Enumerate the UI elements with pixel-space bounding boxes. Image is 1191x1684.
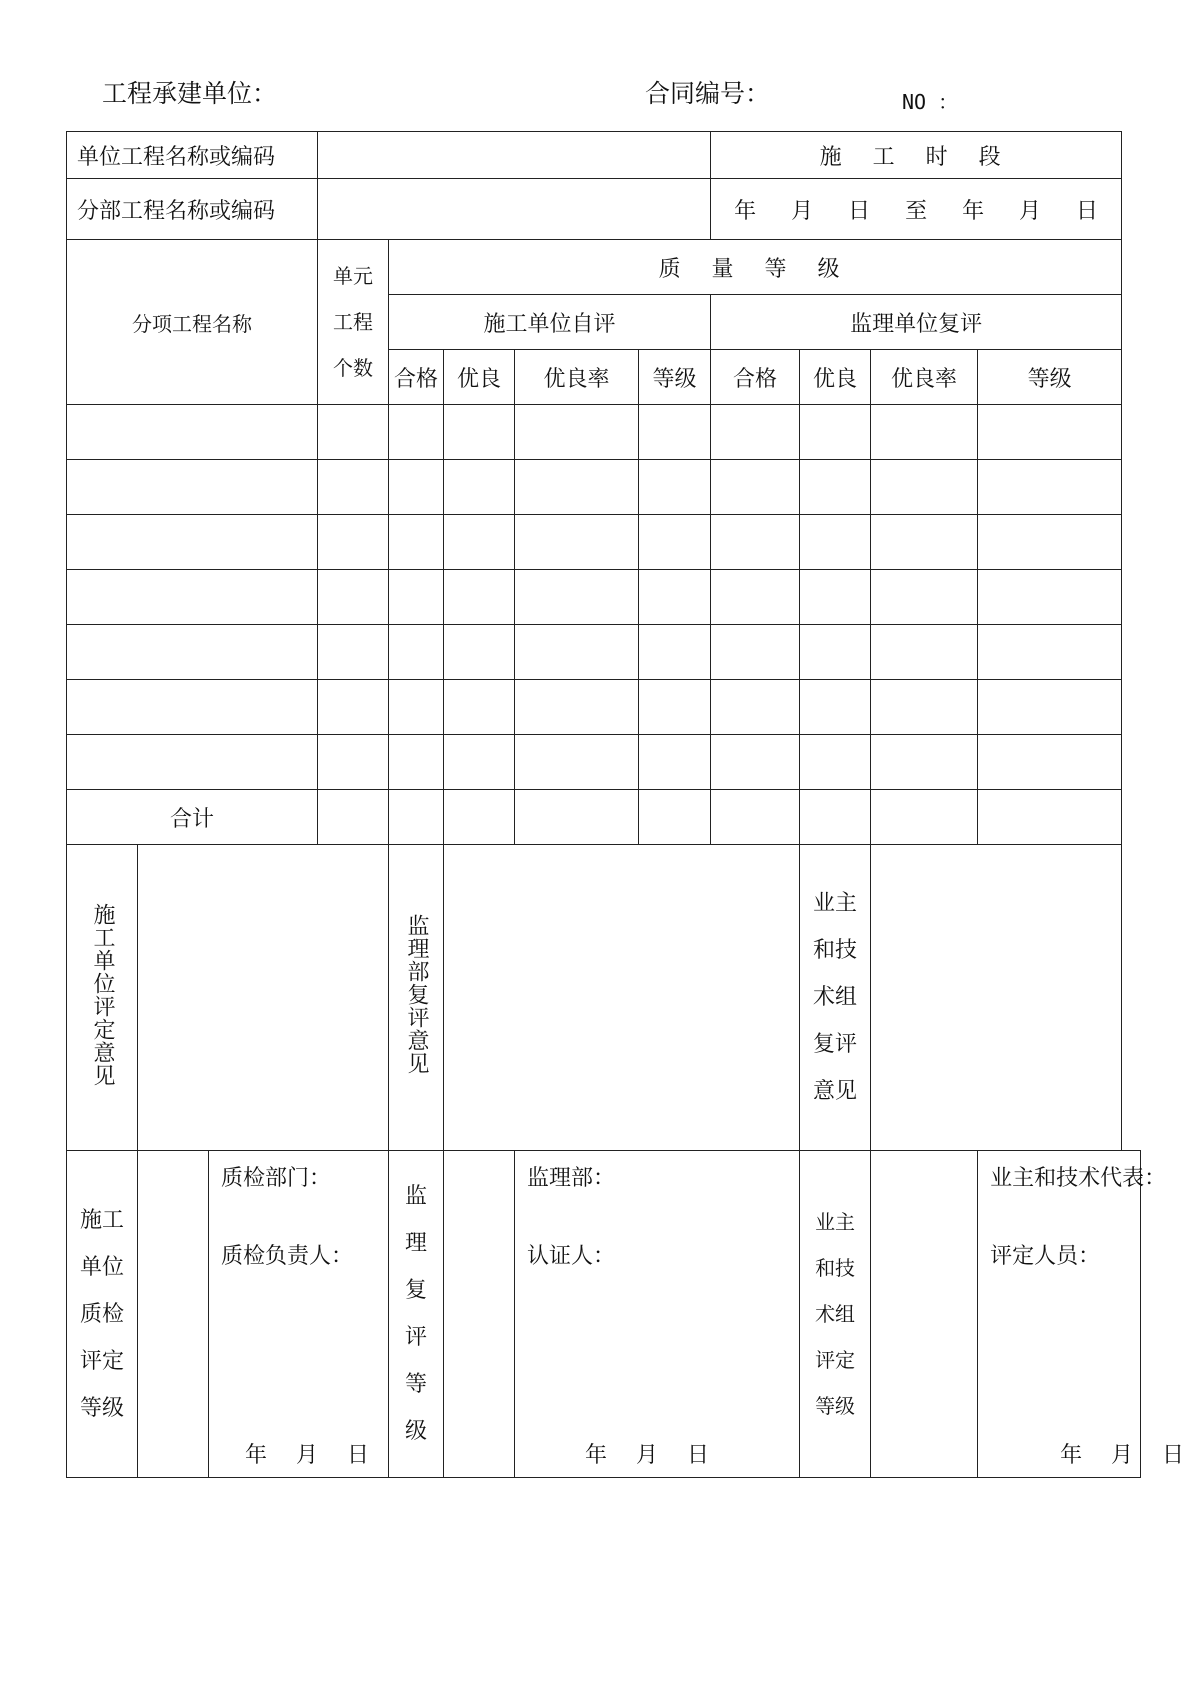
supervision-grade-line-3: 复 [404, 1278, 427, 1303]
data-cell[interactable] [978, 570, 1122, 625]
review-qualified-header: 合格 [711, 350, 800, 405]
owner-opinion-label [800, 845, 871, 1151]
data-cell[interactable] [800, 680, 871, 735]
table-row [67, 515, 1141, 570]
construction-grade-line-5: 等级 [79, 1395, 124, 1421]
data-cell[interactable] [871, 515, 978, 570]
qc-lead-label: 质检负责人： [221, 1244, 354, 1269]
owner-grade-line-4: 评定 [815, 1348, 856, 1372]
period-dates: 年 月 日 至 年 月 日 [734, 198, 1099, 224]
data-cell[interactable] [978, 460, 1122, 515]
self-grade-header: 等级 [639, 350, 711, 405]
owner-opinion-field[interactable] [871, 845, 1122, 1151]
data-cell[interactable] [639, 680, 711, 735]
total-cell[interactable] [389, 790, 444, 845]
construction-period-field[interactable] [711, 179, 1122, 240]
data-cell[interactable] [800, 515, 871, 570]
self-eval-header: 施工单位自评 [389, 295, 711, 350]
data-cell[interactable] [871, 680, 978, 735]
total-cell[interactable] [444, 790, 515, 845]
owner-signoff-cell[interactable] [978, 1151, 1185, 1478]
data-cell[interactable] [515, 570, 639, 625]
unit-count-cell[interactable] [318, 405, 389, 460]
owner-grade-line-5: 等级 [815, 1394, 856, 1418]
owner-opinion-line-3: 术组 [813, 985, 858, 1010]
subitem-name-cell[interactable] [67, 515, 318, 570]
evaluator-label: 评定人员： [990, 1244, 1101, 1269]
supervision-dept-label: 监理部： [527, 1166, 616, 1191]
unit-count-line-1: 单元 [333, 264, 373, 288]
data-cell[interactable] [711, 570, 800, 625]
table-row [67, 625, 1141, 680]
owner-opinion-line-1: 业主 [813, 891, 858, 916]
data-cell[interactable] [800, 570, 871, 625]
data-cell[interactable] [711, 625, 800, 680]
data-cell[interactable] [639, 515, 711, 570]
supervision-grade-label [389, 1151, 444, 1478]
owner-grade-line-1: 业主 [815, 1210, 856, 1234]
data-cell[interactable] [389, 625, 444, 680]
qc-dept-label: 质检部门： [221, 1166, 332, 1191]
data-cell[interactable] [389, 570, 444, 625]
unit-count-line-3: 个数 [333, 356, 373, 380]
data-cell[interactable] [800, 735, 871, 790]
supervision-grade-line-4: 评 [404, 1325, 427, 1350]
division-project-label: 分部工程名称或编码 [67, 179, 318, 240]
construction-opinion-label [67, 845, 138, 1151]
data-cell[interactable] [444, 735, 515, 790]
total-cell[interactable] [639, 790, 711, 845]
data-cell[interactable] [711, 405, 800, 460]
unit-project-label: 单位工程名称或编码 [67, 132, 318, 179]
table-row [67, 735, 1141, 790]
contractor-label: 工程承建单位： [102, 79, 278, 108]
review-grade-header: 等级 [978, 350, 1122, 405]
total-cell[interactable] [711, 790, 800, 845]
supervision-grade-line-5: 等 [404, 1372, 427, 1397]
self-excellent-header: 优良 [444, 350, 515, 405]
data-cell[interactable] [978, 625, 1122, 680]
data-cell[interactable] [389, 405, 444, 460]
total-cell[interactable] [800, 790, 871, 845]
unit-count-cell[interactable] [318, 735, 389, 790]
table-row [67, 570, 1141, 625]
data-cell[interactable] [711, 680, 800, 735]
data-cell[interactable] [800, 405, 871, 460]
supervision-grade-line-2: 理 [404, 1231, 427, 1256]
owner-rep-label: 业主和技术代表： [990, 1166, 1167, 1191]
table-row [67, 680, 1141, 735]
unit-project-field[interactable] [318, 132, 711, 179]
certifier-label: 认证人： [527, 1244, 616, 1269]
total-unit-count-cell[interactable] [318, 790, 389, 845]
review-excellent-rate-header: 优良率 [871, 350, 978, 405]
quality-grade-header: 质 量 等 级 [389, 240, 1122, 295]
owner-grade-field[interactable] [871, 1151, 978, 1478]
data-cell[interactable] [515, 515, 639, 570]
data-cell[interactable] [444, 460, 515, 515]
total-cell[interactable] [871, 790, 978, 845]
owner-grade-label [800, 1151, 871, 1478]
data-cell[interactable] [871, 460, 978, 515]
supervision-signoff-date: 年 月 日 [585, 1443, 709, 1468]
construction-opinion-field[interactable] [138, 845, 389, 1151]
self-qualified-header: 合格 [389, 350, 444, 405]
data-cell[interactable] [871, 570, 978, 625]
data-cell[interactable] [639, 625, 711, 680]
data-cell[interactable] [711, 515, 800, 570]
construction-grade-line-3: 质检 [79, 1301, 124, 1327]
division-project-field[interactable] [318, 179, 711, 240]
subitem-name-cell[interactable] [67, 680, 318, 735]
subitem-name-cell[interactable] [67, 570, 318, 625]
contract-number-label: 合同编号： [645, 79, 771, 108]
subitem-name-header: 分项工程名称 [67, 240, 318, 405]
unit-count-cell[interactable] [318, 570, 389, 625]
construction-grade-line-1: 施工 [79, 1207, 124, 1233]
data-cell[interactable] [639, 735, 711, 790]
owner-grade-line-3: 术组 [815, 1302, 856, 1326]
construction-grade-label [67, 1151, 138, 1478]
quality-evaluation-form [66, 131, 1185, 1478]
review-excellent-header: 优良 [800, 350, 871, 405]
data-cell[interactable] [978, 515, 1122, 570]
unit-count-cell[interactable] [318, 460, 389, 515]
data-cell[interactable] [444, 680, 515, 735]
data-cell[interactable] [444, 570, 515, 625]
subitem-name-cell[interactable] [67, 460, 318, 515]
data-cell[interactable] [444, 625, 515, 680]
data-cell[interactable] [871, 735, 978, 790]
data-cell[interactable] [978, 405, 1122, 460]
construction-grade-field[interactable] [138, 1151, 209, 1478]
supervision-grade-line-1: 监 [404, 1184, 427, 1209]
supervision-opinion-text: 监理部复评意见 [404, 914, 429, 1075]
data-cell[interactable] [389, 460, 444, 515]
supervision-opinion-label [389, 845, 444, 1151]
unit-count-cell[interactable] [318, 680, 389, 735]
table-row [67, 405, 1141, 460]
supervision-grade-field[interactable] [444, 1151, 515, 1478]
data-cell[interactable] [871, 405, 978, 460]
data-cell[interactable] [515, 680, 639, 735]
total-cell[interactable] [978, 790, 1122, 845]
data-cell[interactable] [800, 625, 871, 680]
data-cell[interactable] [444, 515, 515, 570]
unit-count-header [318, 240, 389, 405]
owner-opinion-line-4: 复评 [813, 1032, 858, 1057]
supervisor-review-header: 监理单位复评 [711, 295, 1122, 350]
owner-opinion-line-5: 意见 [813, 1079, 858, 1104]
supervision-opinion-field[interactable] [444, 845, 800, 1151]
unit-count-line-2: 工程 [333, 310, 373, 334]
data-cell[interactable] [978, 680, 1122, 735]
data-cell[interactable] [389, 515, 444, 570]
data-cell[interactable] [515, 735, 639, 790]
data-cell[interactable] [639, 570, 711, 625]
construction-grade-line-2: 单位 [79, 1254, 124, 1280]
total-row [67, 790, 1141, 845]
owner-grade-line-2: 和技 [815, 1256, 856, 1280]
unit-count-cell[interactable] [318, 515, 389, 570]
subitem-name-cell[interactable] [67, 625, 318, 680]
data-cell[interactable] [978, 735, 1122, 790]
unit-count-cell[interactable] [318, 625, 389, 680]
data-cell[interactable] [389, 735, 444, 790]
owner-signoff-date: 年 月 日 [1060, 1443, 1185, 1468]
construction-signoff-date: 年 月 日 [245, 1443, 369, 1468]
construction-grade-line-4: 评定 [79, 1348, 124, 1374]
data-cell[interactable] [515, 405, 639, 460]
data-cell[interactable] [639, 405, 711, 460]
total-cell[interactable] [515, 790, 639, 845]
data-cell[interactable] [871, 625, 978, 680]
construction-period-label: 施 工 时 段 [711, 132, 1122, 179]
data-cell[interactable] [444, 405, 515, 460]
data-cell[interactable] [389, 680, 444, 735]
data-cell[interactable] [515, 460, 639, 515]
owner-opinion-line-2: 和技 [813, 938, 858, 963]
construction-signoff-cell[interactable] [209, 1151, 389, 1478]
total-label: 合计 [67, 790, 318, 845]
self-excellent-rate-header: 优良率 [515, 350, 639, 405]
data-cell[interactable] [800, 460, 871, 515]
data-cell[interactable] [639, 460, 711, 515]
subitem-name-cell[interactable] [67, 405, 318, 460]
data-cell[interactable] [711, 460, 800, 515]
data-cell[interactable] [711, 735, 800, 790]
construction-opinion-text: 施工单位评定意见 [90, 902, 115, 1087]
table-row [67, 460, 1141, 515]
supervision-grade-line-6: 级 [404, 1419, 427, 1444]
subitem-name-cell[interactable] [67, 735, 318, 790]
document-number-label: NO ： [902, 90, 959, 114]
data-cell[interactable] [515, 625, 639, 680]
supervision-signoff-cell[interactable] [515, 1151, 800, 1478]
